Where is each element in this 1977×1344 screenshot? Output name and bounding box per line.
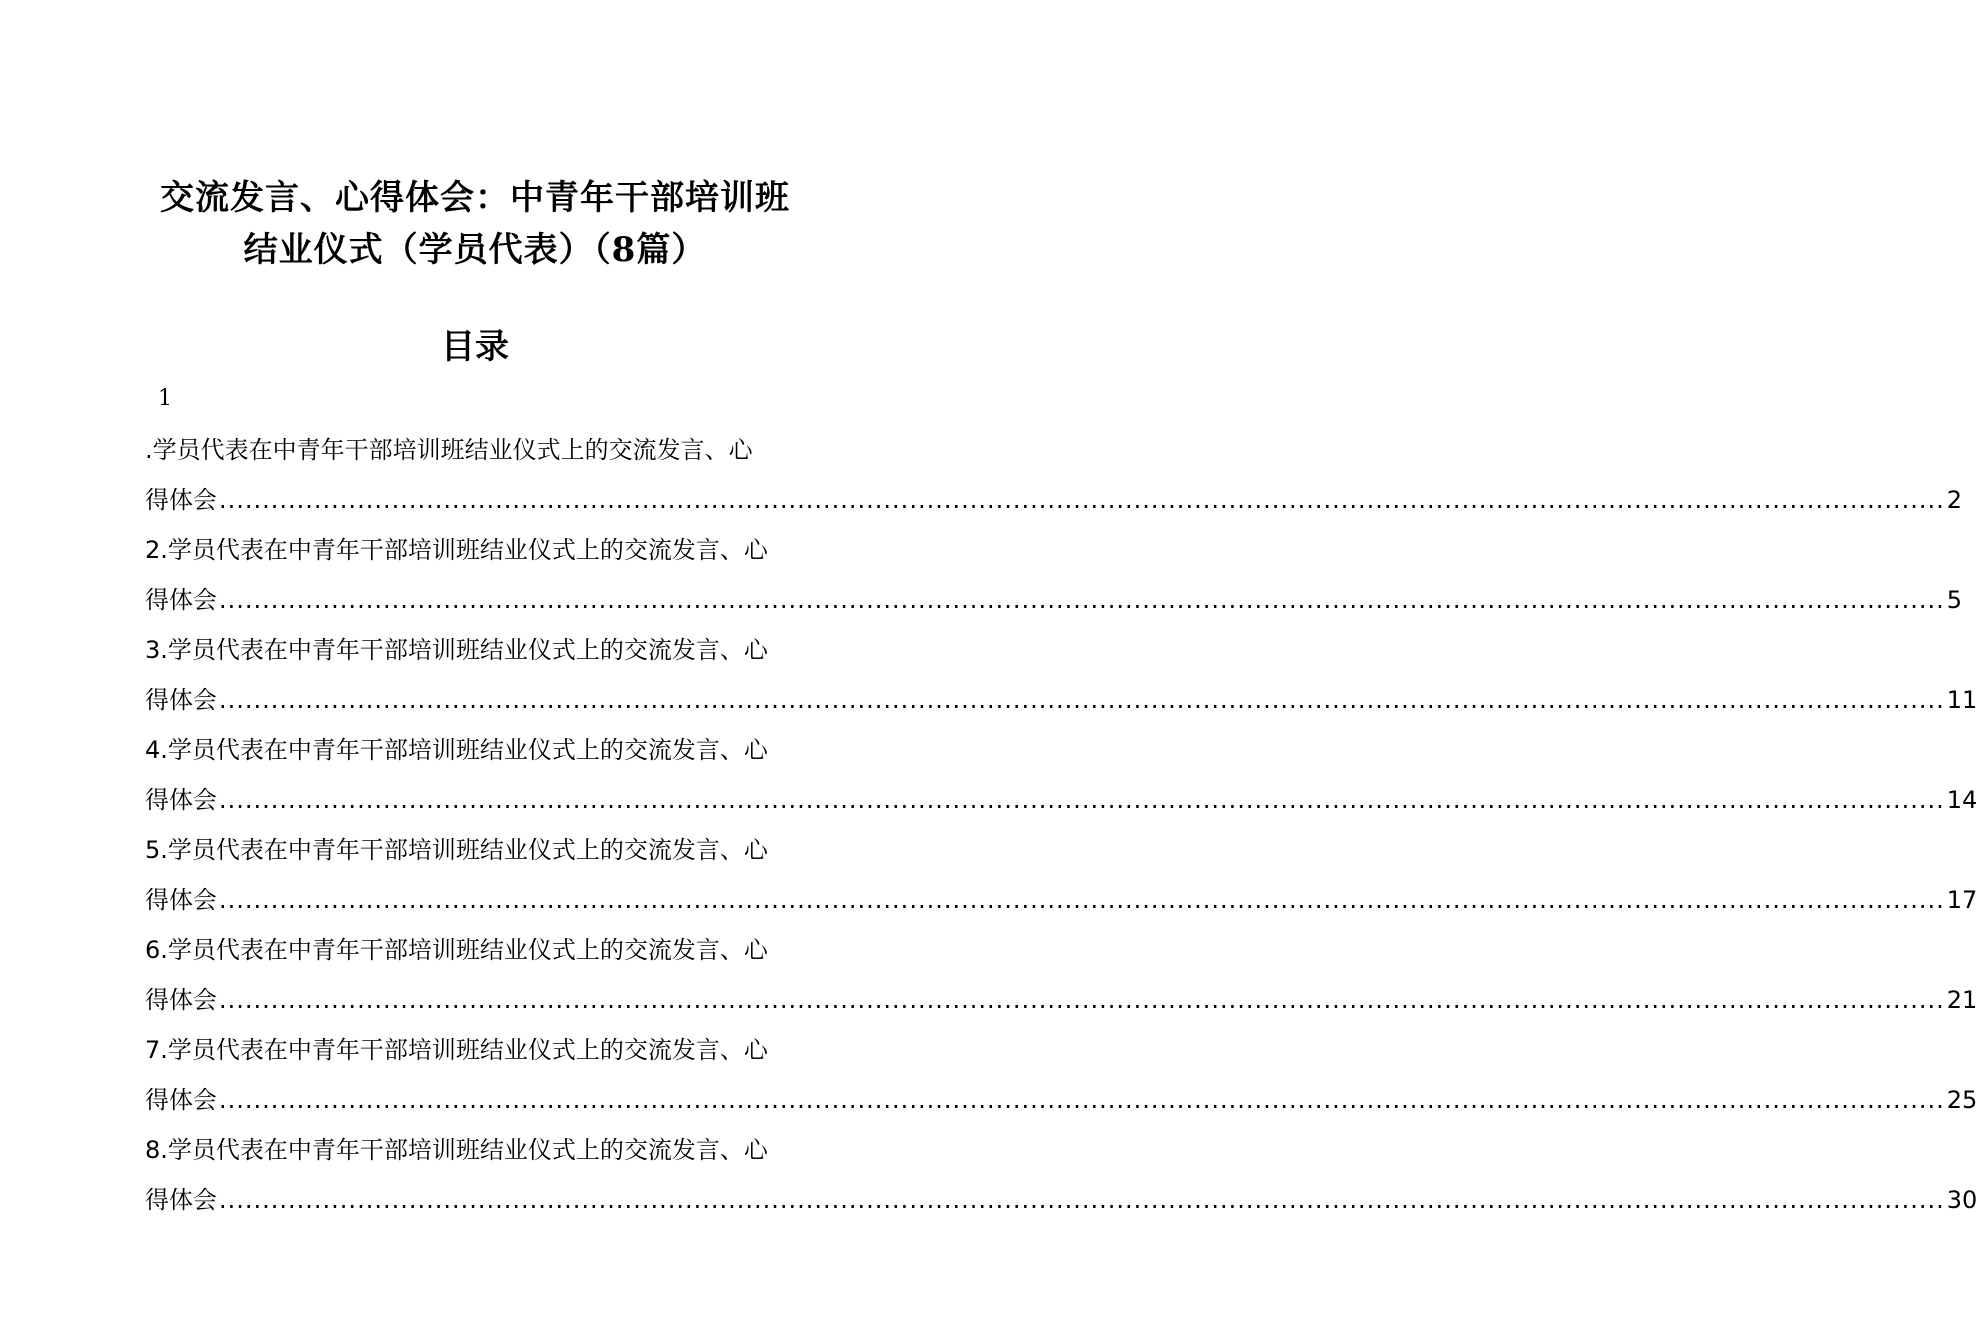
toc-dot-leader: ........................................................................................................................................................................................................ (219, 686, 1945, 714)
toc-entry-1[interactable] (145, 425, 1963, 525)
toc-dot-leader: ........................................................................................................................................................................................................ (219, 886, 1945, 914)
toc-entry-8[interactable] (145, 1125, 1977, 1225)
toc-entry-tail (145, 1075, 1977, 1125)
toc-entry-tail (145, 675, 1977, 725)
toc-entry-title-end: 得体会 (145, 1086, 217, 1114)
toc-entry-title-end: 得体会 (145, 586, 217, 614)
document-title (120, 172, 830, 276)
toc-entry-title: 5.学员代表在中青年干部培训班结业仪式上的交流发言、心 (145, 836, 768, 864)
toc-entry-title-end: 得体会 (145, 986, 217, 1014)
toc-dot-leader: ........................................................................................................................................................................................................ (219, 1186, 1945, 1214)
toc-entry-title: 2.学员代表在中青年干部培训班结业仪式上的交流发言、心 (145, 536, 768, 564)
toc-entry-title-end: 得体会 (145, 486, 217, 514)
toc-entry-6[interactable] (145, 925, 1977, 1025)
toc-entry-tail (145, 575, 1963, 625)
toc-entry-tail (145, 475, 1963, 525)
toc-page-number: 17 (1946, 886, 1977, 914)
toc-entry-2[interactable] (145, 525, 1963, 625)
toc-page-number: 14 (1946, 786, 1977, 814)
toc-entry-title: .学员代表在中青年干部培训班结业仪式上的交流发言、心 (145, 436, 753, 464)
toc-entry-7[interactable] (145, 1025, 1977, 1125)
toc-dot-leader: ........................................................................................................................................................................................................ (219, 1086, 1945, 1114)
toc-entry-4[interactable] (145, 725, 1977, 825)
toc-page-number: 5 (1946, 586, 1963, 614)
toc-dot-leader: ........................................................................................................................................................................................................ (219, 486, 1945, 514)
toc-entry-tail (145, 775, 1977, 825)
toc-page-number: 21 (1946, 986, 1977, 1014)
toc-entry-tail (145, 975, 1977, 1025)
toc-heading: 目录 (441, 327, 509, 367)
document-title-line-2: 结业仪式（学员代表）（8篇） (243, 230, 707, 270)
toc-entry-title-end: 得体会 (145, 886, 217, 914)
toc-entry-5[interactable] (145, 825, 1977, 925)
toc-entry-tail (145, 1175, 1977, 1225)
toc-entry-title: 7.学员代表在中青年干部培训班结业仪式上的交流发言、心 (145, 1036, 768, 1064)
toc-page-number: 2 (1946, 486, 1963, 514)
toc-entry-title: 6.学员代表在中青年干部培训班结业仪式上的交流发言、心 (145, 936, 768, 964)
toc-page-number: 11 (1946, 686, 1977, 714)
toc-entry-title: 8.学员代表在中青年干部培训班结业仪式上的交流发言、心 (145, 1136, 768, 1164)
toc-entry-title: 4.学员代表在中青年干部培训班结业仪式上的交流发言、心 (145, 736, 768, 764)
toc-entry-3[interactable] (145, 625, 1977, 725)
toc-entry-title-end: 得体会 (145, 786, 217, 814)
toc-dot-leader: ........................................................................................................................................................................................................ (219, 986, 1945, 1014)
toc-first-entry-number: 1 (158, 386, 172, 411)
toc-entry-title-end: 得体会 (145, 686, 217, 714)
toc-entry-title-end: 得体会 (145, 1186, 217, 1214)
document-title-line-1: 交流发言、心得体会：中青年干部培训班 (160, 178, 790, 218)
toc-entry-title: 3.学员代表在中青年干部培训班结业仪式上的交流发言、心 (145, 636, 768, 664)
toc-entry-tail (145, 875, 1977, 925)
toc-dot-leader: ........................................................................................................................................................................................................ (219, 586, 1945, 614)
table-of-contents (145, 425, 1977, 1225)
toc-dot-leader: ........................................................................................................................................................................................................ (219, 786, 1945, 814)
toc-page-number: 25 (1946, 1086, 1977, 1114)
toc-page-number: 30 (1946, 1186, 1977, 1214)
